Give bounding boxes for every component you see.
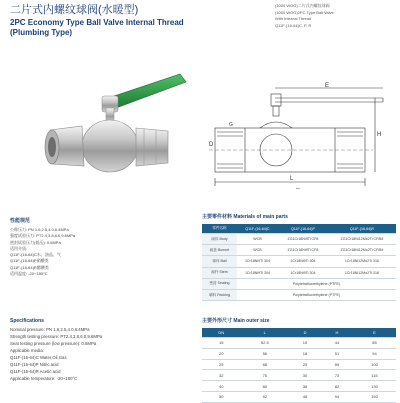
table-cell: 1Cr18Ni9Ti 304 (278, 267, 328, 278)
table-cell: WCB (237, 245, 278, 256)
features-line: Q11F-(16-64)R醋酸类 (10, 264, 49, 270)
table-cell: 15 (202, 338, 241, 349)
features-line: 强度试验压力: PT2.4,3.8,6.0,9.6MPa (10, 233, 76, 239)
table-cell: 44 (321, 338, 353, 349)
table-cell: 球体 Ball (202, 256, 237, 267)
table-cell: 82 (321, 381, 353, 392)
table-cell: 25 (202, 359, 241, 370)
dimensions-col-header: DN (202, 328, 241, 338)
top-right-line: Q11F-(16-64)C, P, R (275, 22, 312, 28)
specifications-list (10, 326, 102, 382)
table-cell: 1Cr18Ni9Ti 304 (278, 256, 328, 267)
table-row (202, 370, 396, 381)
thread-label: G (229, 122, 233, 128)
table-cell: 68 (241, 359, 290, 370)
top-right-line: With Internal Thread (275, 16, 312, 21)
table-row (202, 278, 396, 289)
features-line: 适用温度: -20~180°C (10, 271, 48, 277)
spec-line: Applicable temperature: -20~180°C (10, 376, 78, 381)
spec-line: Q11F-(16-64)P Nitric acid (10, 362, 59, 367)
table-cell: 25 (289, 359, 321, 370)
table-cell: 1Cr18Ni12Mo2Ti 316 (328, 256, 396, 267)
materials-col-header: Q11F-(16-64)C (237, 224, 278, 234)
table-cell: 80 (241, 381, 290, 392)
spec-line: Nominal pressure: PN 1.6,2.5,4.0,6.4MPa (10, 327, 90, 332)
table-cell: 56 (241, 348, 290, 359)
materials-col-header: 零件名称 (202, 224, 237, 234)
table-row (202, 391, 396, 402)
page-title-en-line2: (Plumbing Type) (10, 28, 73, 37)
table-cell: 85 (353, 338, 396, 349)
valve-cross-section-drawing (205, 80, 395, 190)
table-cell: 1Cr18Ni9Ti 304 (237, 256, 278, 267)
specifications-heading: Specifications (10, 318, 44, 324)
table-cell: 20 (202, 348, 241, 359)
table-row (202, 359, 396, 370)
table-cell: 94 (321, 391, 353, 402)
table-cell: 32 (202, 370, 241, 381)
features-line: 适用介质: (10, 245, 28, 251)
features-list (10, 227, 75, 277)
dim-label-L: L (290, 176, 294, 182)
table-cell: 密封 Sealing (202, 278, 237, 289)
table-cell: 1Cr18Ni9Ti 304 (237, 267, 278, 278)
table-cell: ZG1Cr18Ni12Mo2Ti CF8M (328, 234, 396, 245)
table-cell: 18 (289, 348, 321, 359)
spec-line: Strength testing pressure: PT2.4,3.8,6.0,9.6MPa (10, 334, 103, 339)
dim-label-E: E (325, 83, 330, 89)
table-row (202, 381, 396, 392)
table-row (202, 338, 396, 349)
materials-heading (202, 214, 288, 221)
table-cell: 52.5 (241, 338, 290, 349)
arrow-symbol: ⇔ (295, 186, 301, 190)
table-cell: 1Cr18Ni12Mo2Ti 316 (328, 267, 396, 278)
features-line: Q11F-(16-64)P硝酸类 (10, 258, 49, 264)
table-cell: 阀杆 Stem (202, 267, 237, 278)
table-cell: 51 (321, 348, 353, 359)
table-row (202, 256, 396, 267)
page-title-en-line1: 2PC Economy Type Ball Valve Internal Thread (10, 18, 184, 27)
table-cell: 115 (353, 370, 396, 381)
features-line: 密封试验压力(低压): 0.6MPa (10, 239, 61, 245)
materials-table (202, 224, 396, 301)
page-title-en (10, 18, 184, 38)
dimensions-header-row (202, 328, 396, 338)
features-line: 公称压力: PN 1.6,2.5,4.0,6.4MPa (10, 227, 69, 232)
dimensions-table (202, 328, 396, 403)
table-cell: 92 (241, 391, 290, 402)
table-cell: 填料 Packing (202, 289, 237, 300)
page-title-cn: 二片式内螺纹球阀(水暖型) (10, 4, 139, 16)
table-cell: 38 (289, 381, 321, 392)
table-row (202, 234, 396, 245)
table-row (202, 289, 396, 300)
table-cell: 阀盖 Bonnet (202, 245, 237, 256)
spec-line: Q11F-(16-64)C Water,Oil,Gas (10, 355, 67, 360)
table-row (202, 245, 396, 256)
table-cell: ZG1Cr18Ni9Ti CF8 (278, 234, 328, 245)
table-cell: Polytetrafluorethylene (PTFE) (237, 289, 396, 300)
top-right-note (275, 3, 334, 29)
features-heading: 性能规范 (10, 218, 31, 224)
table-cell: 150 (353, 391, 396, 402)
materials-header-row (202, 224, 396, 234)
dimensions-col-header: E (353, 328, 396, 338)
table-cell: 40 (202, 381, 241, 392)
spec-line: Applicable media: (10, 348, 44, 353)
materials-col-header: Q11F-(16-64)R (328, 224, 396, 234)
table-row (202, 348, 396, 359)
dimensions-col-header: L (241, 328, 290, 338)
dimensions-heading (202, 318, 270, 325)
ball-valve-photo (40, 68, 190, 188)
table-cell: 阀体 Body (202, 234, 237, 245)
dimensions-heading-cn: 主要外形尺寸 (202, 318, 233, 324)
table-cell: 100 (353, 359, 396, 370)
table-cell: Polytetrafluorethylene (PTFE) (237, 278, 396, 289)
table-cell: 75 (241, 370, 290, 381)
table-cell: 48 (289, 391, 321, 402)
table-cell: ZG1Cr18Ni9Ti CF8 (278, 245, 328, 256)
table-cell: 30 (289, 370, 321, 381)
materials-heading-en: Materials of main parts (233, 214, 288, 220)
table-cell: 130 (353, 381, 396, 392)
table-cell: 10 (289, 338, 321, 349)
dim-label-D: D (209, 142, 214, 148)
top-right-line: (1000 WOG)2PC Type Ball Valve (275, 9, 334, 15)
table-cell: ZG1Cr18Ni12Mo2Ti CF8M (328, 245, 396, 256)
materials-heading-cn: 主要零件材料 (202, 214, 233, 220)
dimensions-col-header: D (289, 328, 321, 338)
dimensions-heading-en: Main outer size (233, 318, 270, 324)
dimensions-col-header: H (321, 328, 353, 338)
materials-col-header: Q11F-(16-64)P (278, 224, 328, 234)
spec-line: Seat testing pressure (low pressure): 0.6MPa (10, 341, 97, 346)
top-right-line: (1000 WOG)二片式内螺纹球阀 (275, 3, 330, 8)
table-cell: 59 (321, 359, 353, 370)
spec-line: Q11F-(16-64)R Acetic acid (10, 369, 61, 374)
table-cell: 94 (353, 348, 396, 359)
table-cell: 73 (321, 370, 353, 381)
features-line: Q11F-(16-64)C水、油品、气 (10, 252, 61, 258)
table-cell: WCB (237, 234, 278, 245)
table-cell: 50 (202, 391, 241, 402)
table-row (202, 267, 396, 278)
dim-label-H: H (377, 132, 382, 138)
